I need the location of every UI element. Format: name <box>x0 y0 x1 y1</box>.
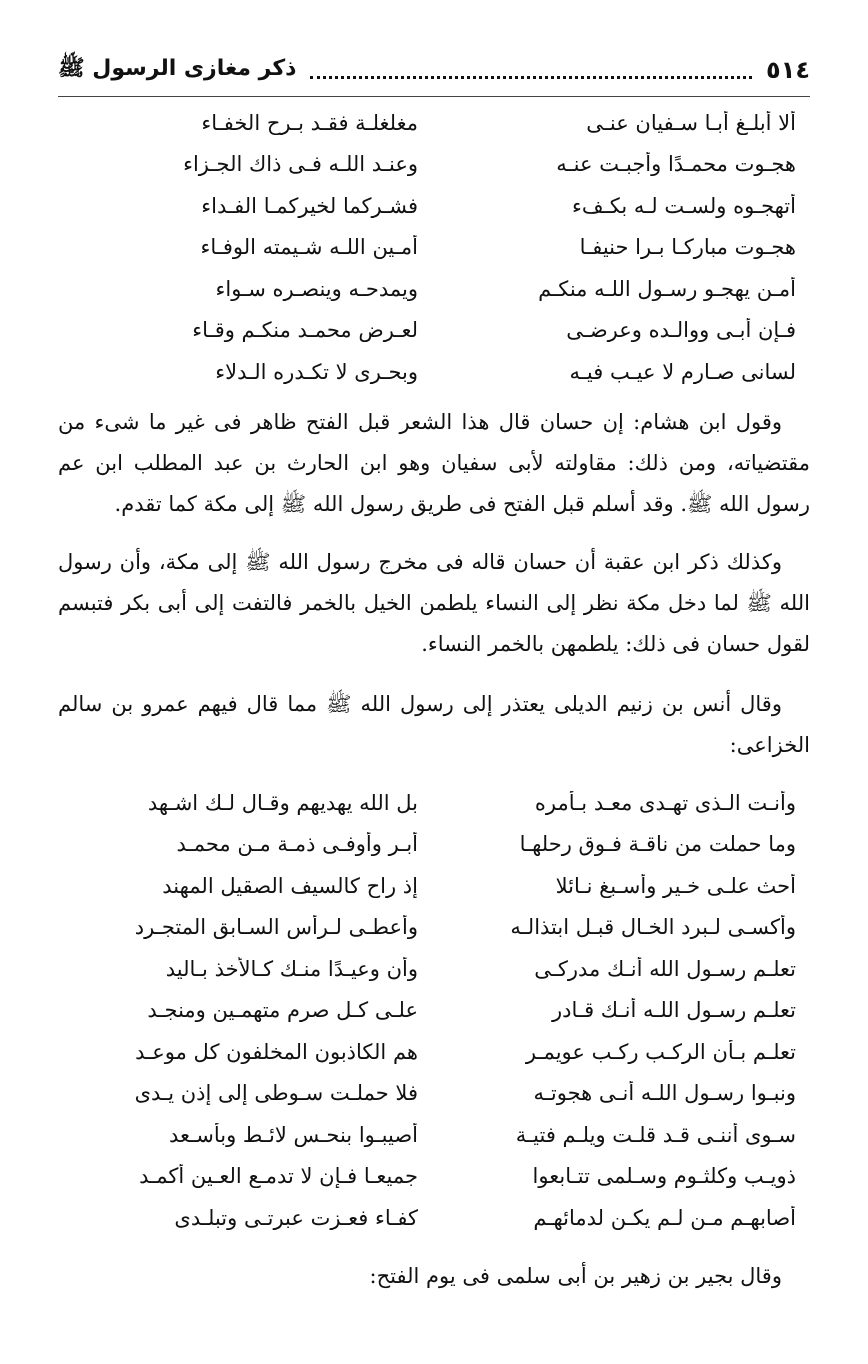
verse <box>58 948 810 990</box>
header-rule <box>58 96 810 97</box>
first-hemistich: أحث علـى خـير وأسـبغ نـائلا <box>555 873 796 898</box>
second-hemistich: بل الله يهديهم وقـال لـك اشـهد <box>147 790 418 815</box>
prose-block-2 <box>58 542 810 665</box>
paragraph: وقول ابن هشام: إن حسان قال هذا الشعر قبل الفتح ظاهر فى غير ما شىء من مقتضياته، ومن ذلك: مقاولته لأبى سفيان وهو ابن الحارث بن عبد المطلب ابن عم رسول الله ﷺ. وقد أسلم قبل الفتح فى طريق رسول الله ﷺ إلى مكة كما تقدم. <box>58 410 810 516</box>
poem-1 <box>58 102 810 393</box>
second-hemistich: كفـاء فعـزت عبرتـى وتبلـدى <box>174 1205 418 1230</box>
verse <box>58 185 810 227</box>
first-hemistich: فـإن أبـى ووالـده وعرضـى <box>566 318 796 343</box>
first-hemistich: ذويـب وكلثـوم وسـلمى تتـابعوا <box>532 1164 796 1189</box>
first-hemistich: تعلـم رسـول اللـه أنـك قـادر <box>552 998 796 1023</box>
second-hemistich: فشـركما لخيركمـا الفـداء <box>201 193 418 218</box>
first-hemistich: وما حملت من ناقـة فـوق رحلهـا <box>519 832 796 857</box>
verse <box>58 1114 810 1156</box>
first-hemistich: تعلـم بـأن الركـب ركـب عويمـر <box>525 1039 796 1064</box>
second-hemistich: جميعـا فـإن لا تدمـع العـين أكمـد <box>139 1164 418 1189</box>
second-hemistich: أصيبـوا بنحـس لائـط وبأسـعد <box>168 1122 418 1147</box>
second-hemistich: مغلغلـة فقـد بـرح الخفـاء <box>201 110 418 135</box>
verse <box>58 865 810 907</box>
first-hemistich: أمـن يهجـو رسـول اللـه منكـم <box>538 276 796 301</box>
second-hemistich: إذ راح كالسيف الصقيل المهند <box>162 873 418 898</box>
paragraph: وقال بجير بن زهير بن أبى سلمى فى يوم الفتح: <box>369 1264 782 1288</box>
second-hemistich: هم الكاذبون المخلفون كل موعـد <box>135 1039 418 1064</box>
paragraph: وكذلك ذكر ابن عقبة أن حسان قاله فى مخرج رسول الله ﷺ إلى مكة، وأن رسول الله ﷺ لما دخل مكة نظر إلى النساء يلطمن الخيل بالخمر فالتفت إلى أبى بكر فتبسم لقول حسان فى ذلك: يلطمهن بالخمر النساء. <box>58 550 810 656</box>
second-hemistich: فلا حملـت سـوطى إلى إذن يـدى <box>134 1081 418 1106</box>
first-hemistich: ألا أبلـغ أبـا سـفيان عنـى <box>586 110 796 135</box>
page-header <box>58 50 810 90</box>
first-hemistich: أتهجـوه ولسـت لـه بكـفء <box>571 193 796 218</box>
second-hemistich: علـى كـل صرم متهمـين ومنجـد <box>147 998 418 1023</box>
second-hemistich: وعنـد اللـه فـى ذاك الجـزاء <box>183 152 418 177</box>
first-hemistich: أصابهـم مـن لـم يكـن لدمائهـم <box>533 1205 796 1230</box>
verse <box>58 1156 810 1198</box>
verse <box>58 824 810 866</box>
header-dot-leader <box>310 62 752 79</box>
first-hemistich: تعلـم رسـول الله أنـك مدركـى <box>534 956 796 981</box>
verse <box>58 102 810 144</box>
verse <box>58 1031 810 1073</box>
running-title: ذكر مغازى الرسول ﷺ <box>58 56 297 81</box>
second-hemistich: ويمدحـه وينصـره سـواء <box>215 276 418 301</box>
verse <box>58 990 810 1032</box>
first-hemistich: سـوى أننـى قـد قلـت ويلـم فتيـة <box>515 1122 796 1147</box>
verse <box>58 227 810 269</box>
paragraph: وقال أنس بن زنيم الديلى يعتذر إلى رسول الله ﷺ مما قال فيهم عمرو بن سالم الخزاعى: <box>58 692 810 757</box>
page-number: ٥١٤ <box>766 56 810 84</box>
verse <box>58 907 810 949</box>
verse <box>58 1197 810 1239</box>
prose-block-1 <box>58 402 810 525</box>
prose-block-3 <box>58 684 810 766</box>
verse <box>58 310 810 352</box>
first-hemistich: هجـوت مباركـا بـرا حنيفـا <box>579 235 796 260</box>
prose-block-4 <box>58 1256 810 1297</box>
first-hemistich: هجـوت محمـدًا وأجبـت عنـه <box>556 152 796 177</box>
verse <box>58 268 810 310</box>
second-hemistich: أمـين اللـه شـيمته الوفـاء <box>200 235 418 260</box>
second-hemistich: أبـر وأوفـى ذمـة مـن محمـد <box>176 832 418 857</box>
first-hemistich: ونبـوا رسـول اللـه أنـى هجوتـه <box>533 1081 796 1106</box>
verse <box>58 1073 810 1115</box>
verse <box>58 782 810 824</box>
first-hemistich: لسانى صـارم لا عيـب فيـه <box>569 359 796 384</box>
poem-2 <box>58 782 810 1239</box>
second-hemistich: لعـرض محمـد منكـم وقـاء <box>192 318 418 343</box>
first-hemistich: وأكسـى لـبرد الخـال قبـل ابتذالـه <box>510 915 796 940</box>
first-hemistich: وأنـت الـذى تهـدى معـد بـأمره <box>534 790 796 815</box>
verse <box>58 351 810 393</box>
second-hemistich: وأن وعيـدًا منـك كـالأخذ بـاليد <box>165 956 418 981</box>
second-hemistich: وأعطـى لـرأس السـابق المتجـرد <box>134 915 418 940</box>
verse <box>58 144 810 186</box>
second-hemistich: وبحـرى لا تكـدره الـدلاء <box>215 359 418 384</box>
